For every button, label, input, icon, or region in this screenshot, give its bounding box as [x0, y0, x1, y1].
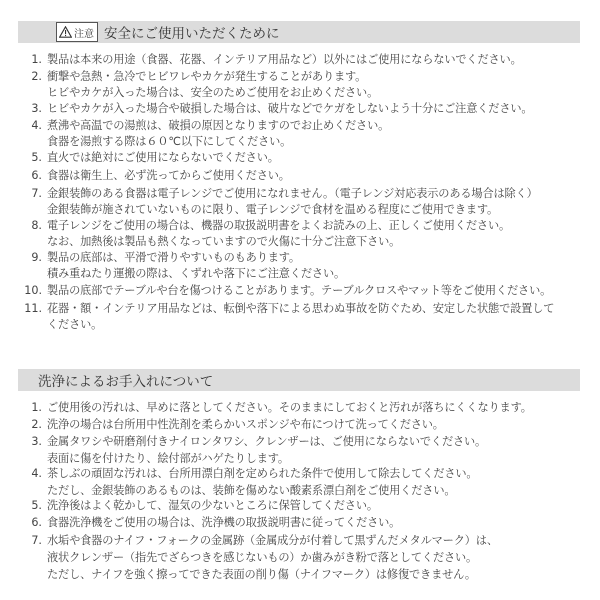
item-text-line: ヒビやカケが入った場合は、安全のためご使用をお止めください。 [47, 86, 379, 99]
item-number: 1. [31, 53, 42, 66]
item-text-line: 金属タワシや研磨剤付きナイロンタワシ、クレンザーは、ご使用にならないでください。 [47, 435, 487, 448]
item-text-line: 洗浄の場合は台所用中性洗剤を柔らかいスポンジや布につけて洗ってください。 [47, 418, 444, 431]
caution-badge [56, 22, 98, 42]
item-text-line: 電子レンジをご使用の場合は、機器の取扱説明書をよくお読みの上、正しくご使用ください。 [47, 219, 511, 232]
item-number: 8. [31, 219, 42, 232]
item-text-line: 煮沸や高温での湯煎は、破損の原因となりますのでお止めください。 [47, 119, 390, 132]
cleaning-section-title: 洗浄によるお手入れについて [38, 374, 214, 390]
item-number: 7. [31, 534, 42, 547]
item-text-line: 金銀装飾のある食器は電子レンジでご使用になれません。（電子レンジ対応表示のある場合は除く） [47, 187, 538, 200]
item-text-line: 製品の底部でテーブルや台を傷つけることがあります。テーブルクロスやマット等をご使用ください。 [47, 284, 552, 297]
item-text-line: 直火では絶対にご使用にならないでください。 [47, 151, 279, 164]
item-number: 9. [31, 251, 42, 264]
item-text-line: なお、加熱後は製品も熱くなっていますので火傷に十分ご注意下さい。 [47, 235, 401, 248]
item-number: 2. [31, 418, 42, 431]
item-text-line: 食器を湯煎する際は６０℃以下にしてください。 [47, 135, 292, 148]
item-text-line: ただし、金銀装飾のあるものは、装飾を傷めない酸素系漂白剤をご使用ください。 [47, 484, 456, 497]
item-text-line: 製品は本来の用途（食器、花器、インテリア用品など）以外にはご使用にならないでください。 [47, 53, 522, 66]
item-number: 2. [31, 70, 42, 83]
item-number: 6. [31, 169, 42, 182]
item-number: 4. [31, 119, 42, 132]
item-number: 1. [31, 401, 42, 414]
item-text-line: 洗浄後はよく乾かして、湿気の少ないところに保管してください。 [47, 499, 378, 512]
safety-section-header [18, 21, 580, 43]
item-text-line: 食器洗浄機をご使用の場合は、洗浄機の取扱説明書に従ってください。 [47, 516, 401, 529]
item-number: 6. [31, 516, 42, 529]
safety-section-title: 安全にご使用いただくために [104, 26, 280, 42]
item-number: 7. [31, 187, 42, 200]
warning-triangle-icon [59, 26, 72, 38]
item-text-line: 製品の底部は、平滑で滑りやすいものもあります。 [47, 251, 300, 264]
item-number: 11. [24, 302, 42, 315]
item-text-line: 積み重ねたり運搬の際は、くずれや落下にご注意ください。 [47, 267, 346, 280]
item-number: 10. [24, 284, 42, 297]
item-text-line: 茶しぶの頑固な汚れは、台所用漂白剤を定められた条件で使用して除去してください。 [47, 467, 478, 480]
item-text-line: 花器・額・インテリア用品などは、転倒や落下による思わぬ事故を防ぐため、安定した状態で設置して [47, 302, 555, 315]
cleaning-section-header [18, 369, 580, 391]
item-number: 5. [31, 499, 42, 512]
item-text-line: ただし、ナイフを強く擦ってできた表面の削り傷（ナイフマーク）は修復できません。 [47, 568, 476, 581]
item-number: 4. [31, 467, 42, 480]
item-text-line: 表面に傷を付けたり、絵付部がハゲたりします。 [47, 452, 289, 465]
item-number: 3. [31, 435, 42, 448]
item-text-line: 衝撃や急熱・急冷でヒビワレやカケが発生することがあります。 [47, 70, 367, 83]
item-text-line: 水垢や食器のナイフ・フォークの金属跡（金属成分が付着して黒ずんだメタルマーク）は、 [47, 534, 498, 547]
caution-label: 注意 [74, 28, 94, 40]
item-text-line: ください。 [47, 318, 103, 331]
item-text-line: 金銀装飾が施されていないものに限り、電子レンジで食材を温める程度にご使用できます。 [47, 203, 499, 216]
item-text-line: ご使用後の汚れは、早めに落としてください。そのままにしておくと汚れが落ちにくくなります。 [47, 401, 532, 414]
item-text-line: 液状クレンザー（指先でざらつきを感じないもの）か歯みがき粉で落としてください。 [47, 551, 478, 564]
item-text-line: 食器は衛生上、必ず洗ってからご使用ください。 [47, 169, 290, 182]
item-text-line: ヒビやカケが入った場合や破損した場合は、破片などでケガをしないよう十分にご注意ください。 [47, 102, 533, 115]
item-number: 5. [31, 151, 42, 164]
item-number: 3. [31, 102, 42, 115]
